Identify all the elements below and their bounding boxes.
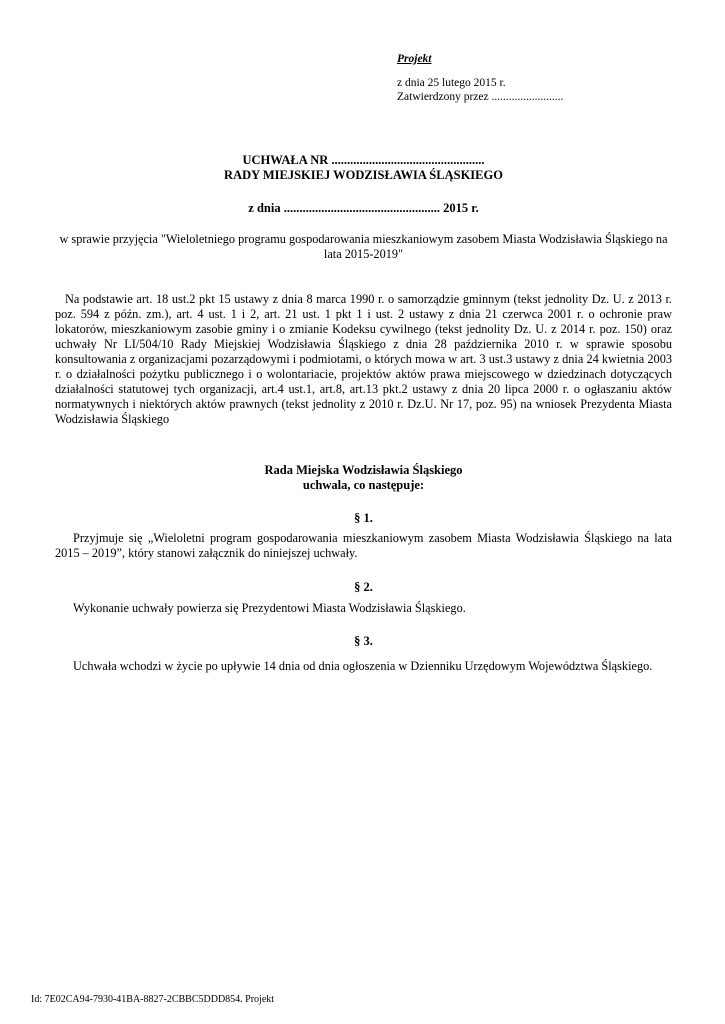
section-text-1: Przyjmuje się „Wieloletni program gospodarowania mieszkaniowym zasobem Miasta Wodzisławia Śląskiego na lata 2015 – 2019”, który stanowi załącznik do niniejszej uchwały.: [55, 531, 672, 560]
section-text-3: Uchwała wchodzi w życie po upływie 14 dnia od dnia ogłoszenia w Dzienniku Urzędowym Województwa Śląskiego.: [73, 659, 653, 673]
section-heading-3: § 3.: [354, 634, 373, 648]
legal-basis-paragraph: Na podstawie art. 18 ust.2 pkt 15 ustawy z dnia 8 marca 1990 r. o samorządzie gminnym (tekst jednolity Dz. U. z 2013 r. poz. 594 z późn. zm.), art. 4 ust. 1 i 2, art. 21 ust. 1 pkt 1 i ust. 2 ustawy z dnia 21 czerwca 2001 r. o ochronie praw lokatorów, mieszkaniowym zasobie gminy i o zmianie Kodeksu cywilnego (tekst jednolity Dz. U. z 2014 r. poz. 150) oraz uchwały Nr LI/504/10 Rady Miejskiej Wodzisławia Śląskiego z dnia 28 października 2010 r. w sprawie sposobu konsultowania z organizacjami pozarządowymi i podmiotami, o których mowa w art. 3 ust.3 ustawy z dnia 24 kwietnia 2003 r. o działalności pożytku publicznego i o wolontariacie, projektów aktów prawa miejscowego w dziedzinach dotyczących działalności statutowej tych organizacji, art.4 ust.1, art.8, art.13 pkt.2 ustawy z dnia 20 lipca 2000 r. o ogłaszaniu aktów normatywnych i niektórych aktów prawnych (tekst jednolity z 2010 r. Dz.U. Nr 17, poz. 95) na wniosek Prezydenta Miasta Wodzisławia Śląskiego: [55, 292, 672, 426]
section-heading-2: § 2.: [354, 580, 373, 594]
section-heading-1: § 1.: [354, 511, 373, 525]
header-date: z dnia 25 lutego 2015 r.: [397, 77, 506, 89]
council-decision-line1: Rada Miejska Wodzisławia Śląskiego: [264, 463, 463, 477]
resolution-date: z dnia .................................................. 2015 r.: [248, 201, 479, 215]
resolution-number: UCHWAŁA NR .................................................: [242, 153, 485, 167]
document-header: [397, 52, 563, 104]
document-id-footer: Id: 7E02CA94-7930-41BA-8827-2CBBC5DDD854. Projekt: [31, 994, 275, 1005]
council-name: RADY MIEJSKIEJ WODZISŁAWIA ŚLĄSKIEGO: [224, 168, 503, 182]
resolution-title: [55, 153, 672, 183]
resolution-subject: w sprawie przyjęcia "Wieloletniego programu gospodarowania mieszkaniowym zasobem Miasta Wodzisławia Śląskiego na lata 2015-2019": [59, 232, 668, 261]
projekt-label: Projekt: [397, 53, 432, 65]
section-text-2: Wykonanie uchwały powierza się Prezydentowi Miasta Wodzisławia Śląskiego.: [73, 601, 466, 615]
council-decision-line2: uchwala, co następuje:: [302, 478, 425, 492]
council-decision-header: [55, 463, 672, 493]
header-approved-by: Zatwierdzony przez .........................: [397, 91, 564, 103]
